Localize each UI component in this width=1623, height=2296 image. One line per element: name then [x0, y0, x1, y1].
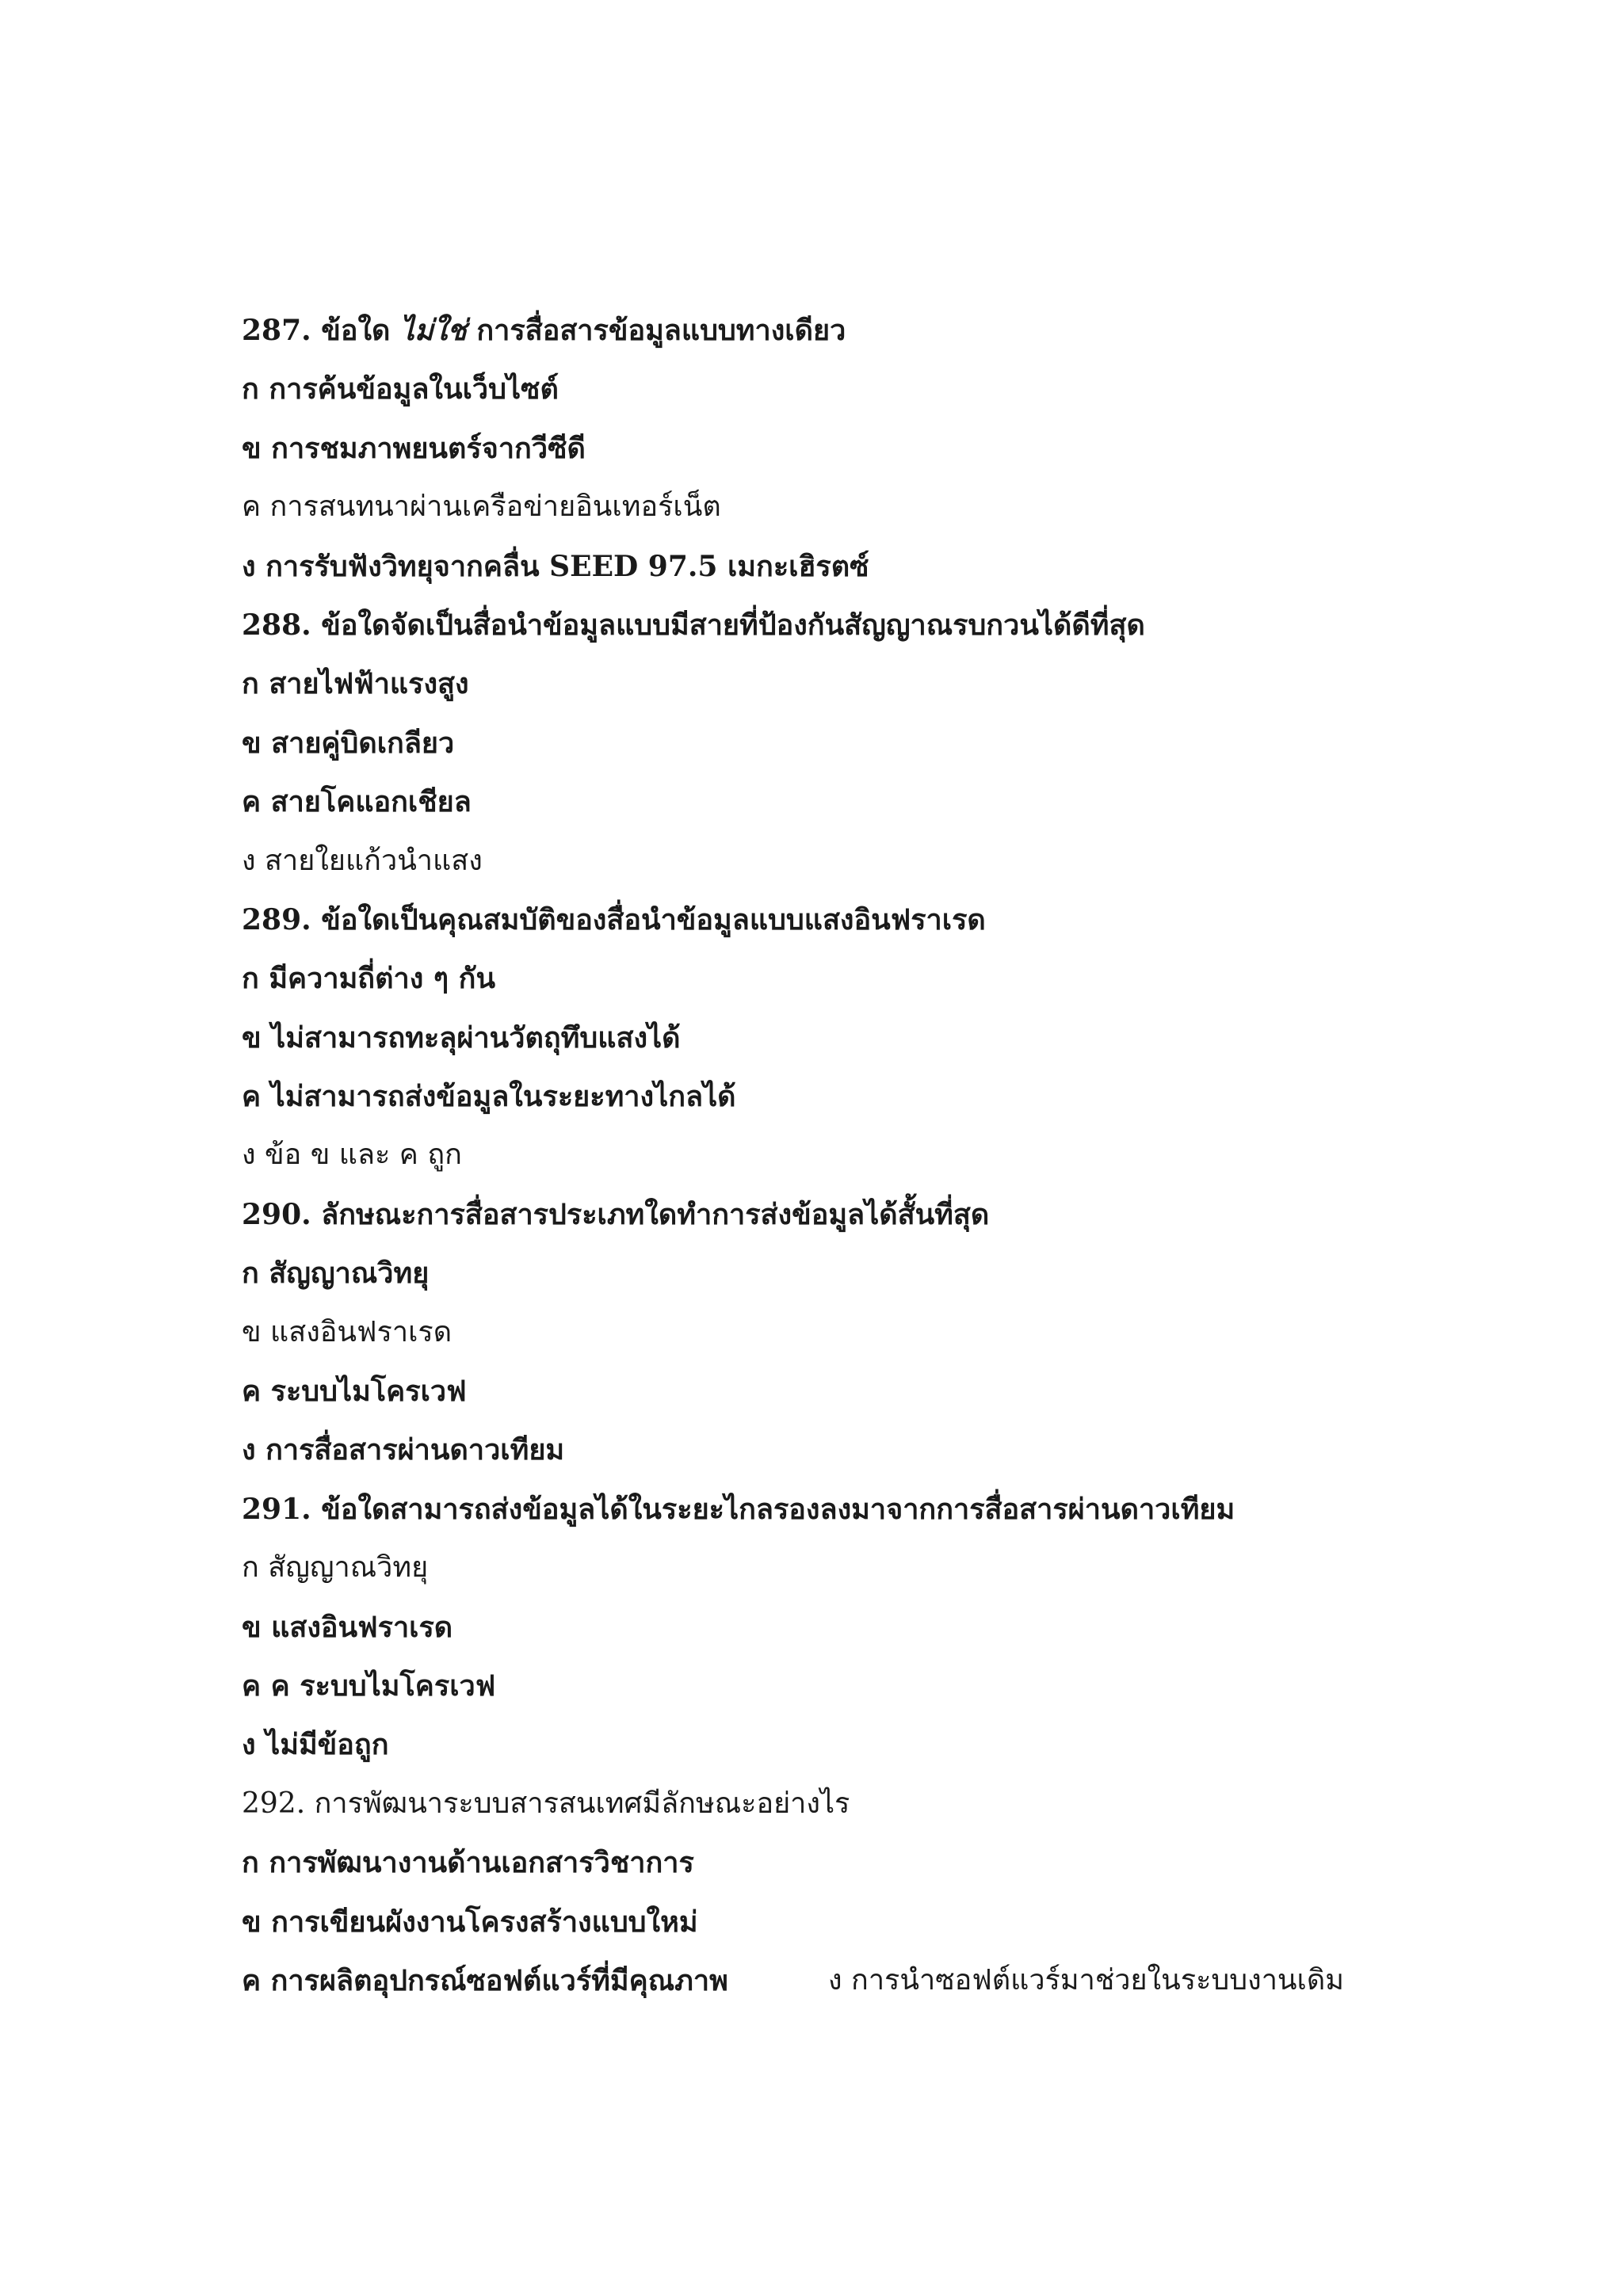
- question-290-choice-d: ง การสื่อสารผ่านดาวเทียม: [242, 1433, 565, 1467]
- question-288-choice-b: ข สายคู่บิดเกลียว: [242, 726, 455, 760]
- question-289-choice-d: ง ข้อ ข และ ค ถูก: [242, 1138, 462, 1172]
- question-290-choice-c: ค ระบบไมโครเวฟ: [242, 1375, 467, 1409]
- question-289-choice-c: ค ไม่สามารถส่งข้อมูลในระยะทางไกลได้: [242, 1080, 736, 1114]
- question-290-choice-b: ข แสงอินฟราเรด: [242, 1315, 453, 1348]
- question-291-choice-b: ข แสงอินฟราเรด: [242, 1610, 453, 1644]
- question-288-stem: 288. ข้อใดจัดเป็นสื่อนำข้อมูลแบบมีสายที่ป้องกันสัญญาณรบกวนได้ดีที่สุด: [242, 608, 1145, 642]
- question-287-stem: 287. ข้อใด ไม่ใช่ การสื่อสารข้อมูลแบบทางเดียว: [242, 314, 846, 347]
- question-292-choice-row: [242, 1951, 1430, 2010]
- question-291-choice-a: ก สัญญาณวิทยุ: [242, 1551, 429, 1585]
- exam-page: [242, 301, 1430, 2010]
- question-291-choice-d: ง ไม่มีข้อถูก: [242, 1728, 389, 1762]
- question-289-stem: 289. ข้อใดเป็นคุณสมบัติของสื่อนำข้อมูลแบบแสงอินฟราเรด: [242, 902, 986, 936]
- question-289-choice-a: ก มีความถี่ต่าง ๆ กัน: [242, 962, 496, 996]
- question-288-choice-c: ค สายโคแอกเชียล: [242, 785, 472, 819]
- question-291-stem: 291. ข้อใดสามารถส่งข้อมูลได้ในระยะไกลรองลงมาจากการสื่อสารผ่านดาวเทียม: [242, 1492, 1235, 1526]
- question-290-choice-a: ก สัญญาณวิทยุ: [242, 1257, 430, 1291]
- question-287-choice-c: ค การสนทนาผ่านเครือข่ายอินเทอร์เน็ต: [242, 490, 721, 524]
- question-287-choice-d: ง การรับฟังวิทยุจากคลื่น SEED 97.5 เมกะเฮิรตซ์: [242, 549, 869, 583]
- question-289-choice-b: ข ไม่สามารถทะลุผ่านวัตถุทึบแสงได้: [242, 1020, 681, 1055]
- question-291-choice-c: ค ค ระบบไมโครเวฟ: [242, 1669, 496, 1703]
- question-288-choice-a: ก สายไฟฟ้าแรงสูง: [242, 667, 469, 701]
- question-290-stem: 290. ลักษณะการสื่อสารประเภทใดทำการส่งข้อมูลได้สั้นที่สุด: [242, 1197, 990, 1231]
- question-287-choice-b: ข การชมภาพยนตร์จากวีซีดี: [242, 431, 586, 465]
- question-288-choice-d: ง สายใยแก้วนำแสง: [242, 844, 483, 877]
- question-292-choice-a: ก การพัฒนางานด้านเอกสารวิชาการ: [242, 1846, 694, 1880]
- question-287-choice-a: ก การค้นข้อมูลในเว็บไซต์: [242, 372, 559, 406]
- question-292-choice-d: ง การนำซอฟต์แวร์มาช่วยในระบบงานเดิม: [828, 1963, 1344, 1997]
- question-292-choice-b: ข การเขียนผังงานโครงสร้างแบบใหม่: [242, 1905, 698, 1939]
- question-292-choice-c: ค การผลิตอุปกรณ์ซอฟต์แวร์ที่มีคุณภาพ: [242, 1963, 728, 1997]
- question-292-stem: 292. การพัฒนาระบบสารสนเทศมีลักษณะอย่างไร: [242, 1787, 850, 1820]
